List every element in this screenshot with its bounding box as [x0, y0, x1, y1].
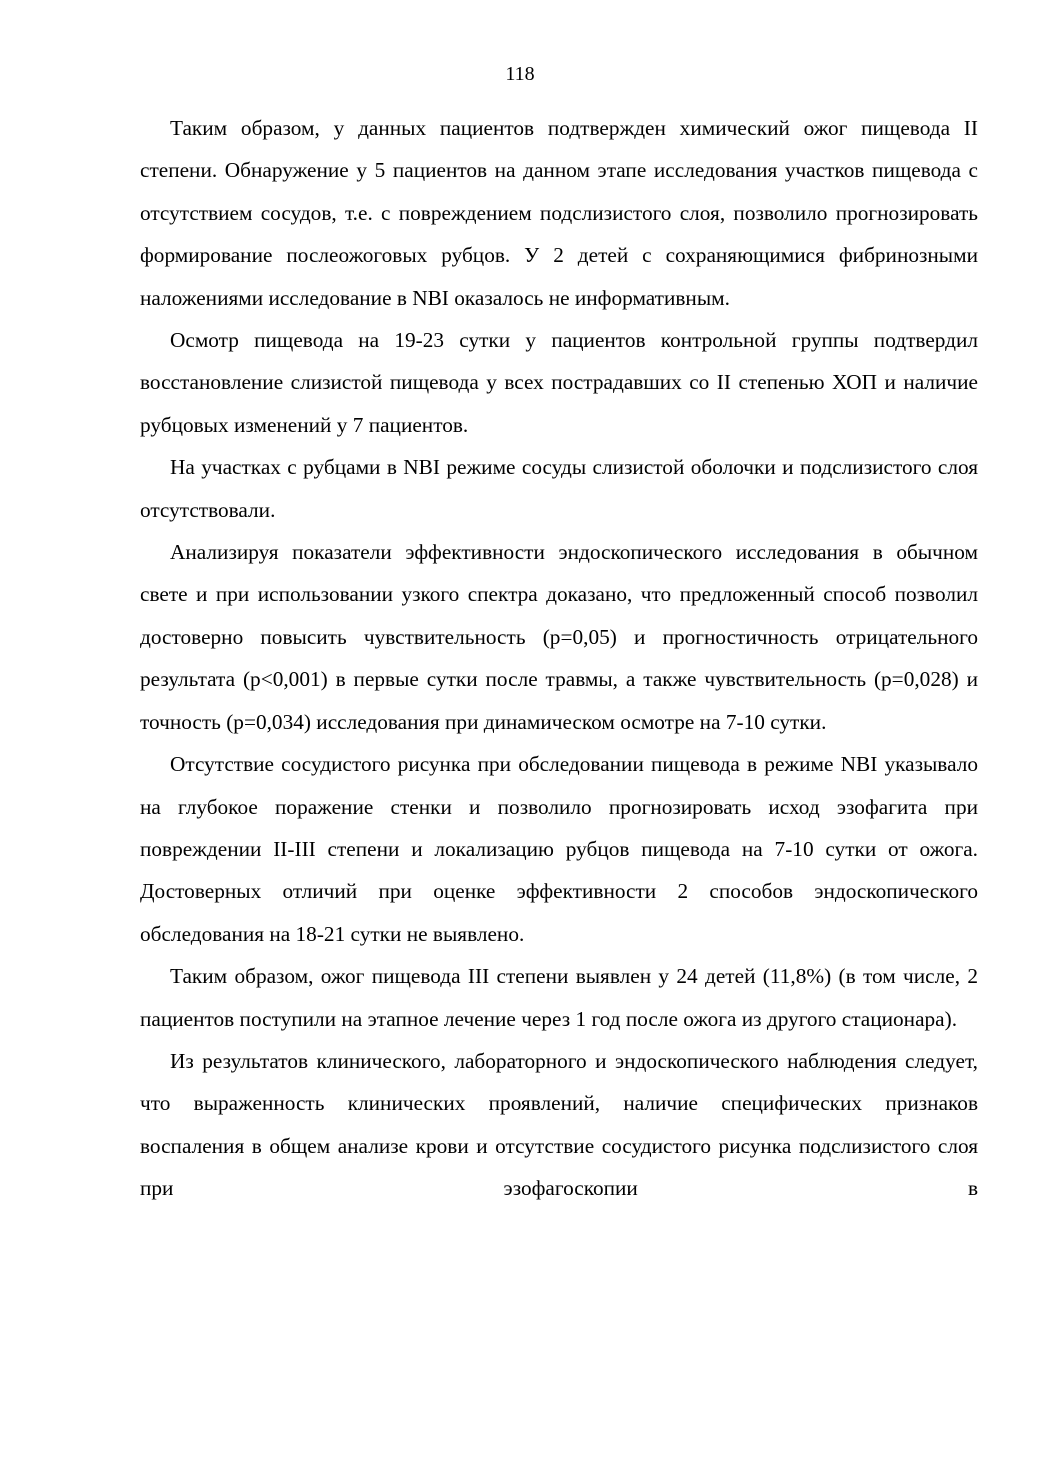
- paragraph-6: Таким образом, ожог пищевода III степени выявлен у 24 детей (11,8%) (в том числе, 2 пациентов поступили на этапное лечение через 1 год после ожога из другого стационара).: [140, 964, 978, 1031]
- body-text: [140, 107, 978, 1210]
- paragraph-7: Из результатов клинического, лабораторного и эндоскопического наблюдения следует, что выраженность клинических проявлений, наличие специфических признаков воспаления в общем анализе крови и отсутствие сосудистого рисунка подслизистого слоя при эзофагоскопии в: [140, 1048, 978, 1201]
- paragraph-4: Анализируя показатели эффективности эндоскопического исследования в обычном свете и при использовании узкого спектра доказано, что предложенный способ позволил достоверно повысить чувствительность (p=0,05) и прогностичность отрицательного результата (p<0,001) в первые сутки после травмы, а также чувствительность (p=0,028) и точность (p=0,034) исследования при динамическом осмотре на 7-10 сутки.: [140, 540, 978, 734]
- paragraph-1: Таким образом, у данных пациентов подтвержден химический ожог пищевода II степени. Обнаружение у 5 пациентов на данном этапе исследования участков пищевода с отсутствием сосудов, т.е. с повреждением подслизистого слоя, позволило прогнозировать формирование послеожоговых рубцов. У 2 детей с сохраняющимися фибринозными наложениями исследование в NBI оказалось не информативным.: [140, 116, 978, 310]
- paragraph-3: На участках с рубцами в NBI режиме сосуды слизистой оболочки и подслизистого слоя отсутствовали.: [140, 455, 978, 522]
- paragraph-2: Осмотр пищевода на 19-23 сутки у пациентов контрольной группы подтвердил восстановление слизистой пищевода у всех пострадавших со II степенью ХОП и наличие рубцовых изменений у 7 пациентов.: [140, 328, 978, 437]
- page-number: 118: [505, 63, 535, 85]
- paragraph-5: Отсутствие сосудистого рисунка при обследовании пищевода в режиме NBI указывало на глубокое поражение стенки и позволило прогнозировать исход эзофагита при повреждении II-III степени и локализацию рубцов пищевода на 7-10 сутки от ожога. Достоверных отличий при оценке эффективности 2 способов эндоскопического обследования на 18-21 сутки не выявлено.: [140, 752, 978, 946]
